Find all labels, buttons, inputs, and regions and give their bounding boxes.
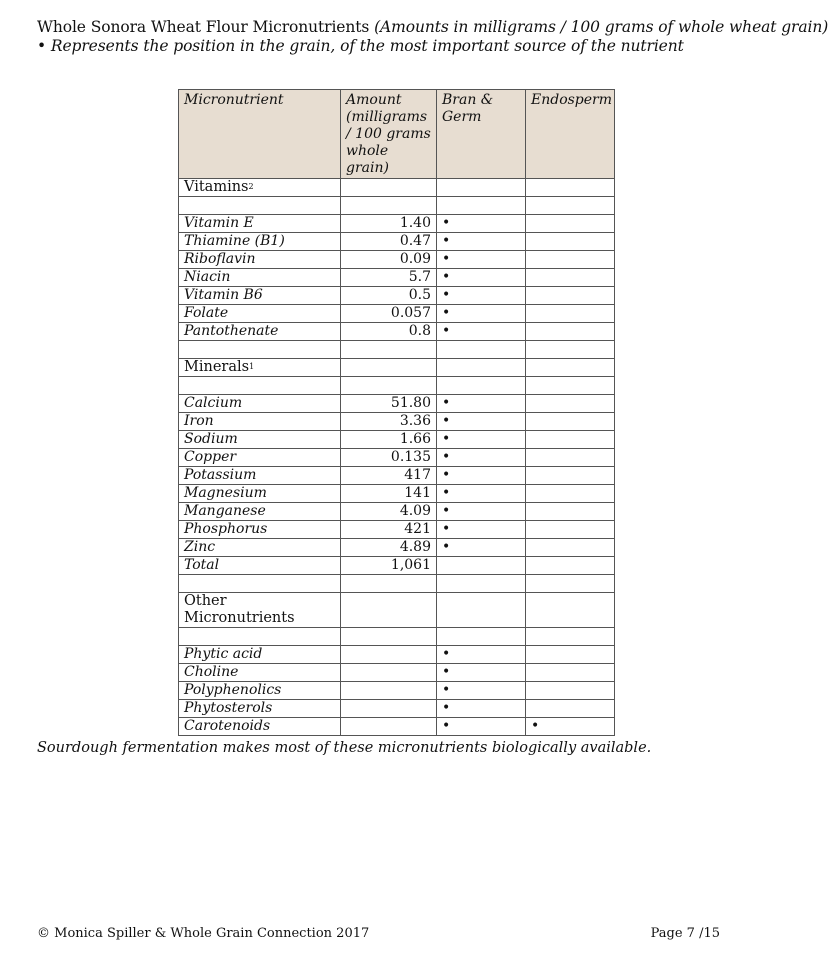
blank-row	[179, 628, 615, 646]
endosperm-marker	[526, 251, 615, 269]
nutrient-name: Manganese	[179, 503, 341, 521]
empty-cell	[341, 575, 437, 593]
empty-cell	[526, 197, 615, 215]
nutrient-name: Vitamin B6	[179, 287, 341, 305]
nutrient-name: Iron	[179, 413, 341, 431]
nutrient-name: Potassium	[179, 467, 341, 485]
section-label: Vitamins	[184, 179, 249, 195]
header-bran-germ: Bran & Germ	[437, 90, 526, 179]
empty-cell	[341, 179, 437, 197]
nutrient-amount	[341, 700, 437, 718]
bran-germ-marker: •	[437, 251, 526, 269]
endosperm-marker	[526, 467, 615, 485]
document-title	[37, 18, 828, 36]
section-row-minerals	[179, 359, 615, 377]
bran-germ-marker: •	[437, 539, 526, 557]
nutrient-amount: 421	[341, 521, 437, 539]
bran-germ-marker: •	[437, 467, 526, 485]
nutrient-amount: 0.09	[341, 251, 437, 269]
empty-cell	[437, 197, 526, 215]
empty-cell	[179, 575, 341, 593]
bran-germ-marker: •	[437, 413, 526, 431]
nutrient-name: Carotenoids	[179, 718, 341, 736]
endosperm-marker	[526, 449, 615, 467]
empty-cell	[526, 377, 615, 395]
bran-germ-marker: •	[437, 646, 526, 664]
bran-germ-marker: •	[437, 449, 526, 467]
empty-cell	[341, 377, 437, 395]
empty-cell	[341, 628, 437, 646]
nutrient-amount: 0.135	[341, 449, 437, 467]
nutrient-name: Riboflavin	[179, 251, 341, 269]
empty-cell	[437, 377, 526, 395]
table-row	[179, 718, 615, 736]
section-row-vitamins	[179, 179, 615, 197]
nutrient-name: Choline	[179, 664, 341, 682]
table-row	[179, 682, 615, 700]
table-row	[179, 323, 615, 341]
empty-cell	[179, 197, 341, 215]
endosperm-marker	[526, 521, 615, 539]
nutrient-amount: 3.36	[341, 413, 437, 431]
empty-cell	[179, 341, 341, 359]
table-row	[179, 646, 615, 664]
bran-germ-marker	[437, 557, 526, 575]
nutrient-amount: 0.47	[341, 233, 437, 251]
table-row	[179, 305, 615, 323]
empty-cell	[526, 359, 615, 377]
bran-germ-marker: •	[437, 521, 526, 539]
title-units-note: (Amounts in milligrams / 100 grams of whole wheat grain)	[374, 18, 828, 36]
blank-row	[179, 341, 615, 359]
nutrient-amount: 417	[341, 467, 437, 485]
endosperm-marker	[526, 682, 615, 700]
nutrient-name: Calcium	[179, 395, 341, 413]
endosperm-marker	[526, 305, 615, 323]
empty-cell	[526, 179, 615, 197]
empty-cell	[437, 359, 526, 377]
bran-germ-marker: •	[437, 700, 526, 718]
endosperm-marker	[526, 557, 615, 575]
endosperm-marker	[526, 431, 615, 449]
blank-row	[179, 575, 615, 593]
empty-cell	[341, 197, 437, 215]
bran-germ-marker: •	[437, 233, 526, 251]
endosperm-marker	[526, 539, 615, 557]
table-row	[179, 700, 615, 718]
bran-germ-marker: •	[437, 503, 526, 521]
nutrient-amount: 4.09	[341, 503, 437, 521]
footnote-marker: 2	[248, 182, 254, 191]
endosperm-marker	[526, 395, 615, 413]
copyright: © Monica Spiller & Whole Grain Connection 2017	[37, 926, 370, 941]
bran-germ-marker: •	[437, 215, 526, 233]
endosperm-marker	[526, 485, 615, 503]
nutrient-name: Sodium	[179, 431, 341, 449]
nutrient-name: Folate	[179, 305, 341, 323]
endosperm-marker	[526, 413, 615, 431]
bran-germ-marker: •	[437, 269, 526, 287]
bullet-legend: • Represents the position in the grain, of the most important source of the nutrient	[37, 37, 684, 55]
nutrient-amount	[341, 718, 437, 736]
endosperm-marker: •	[526, 718, 615, 736]
table-row	[179, 664, 615, 682]
nutrient-amount: 51.80	[341, 395, 437, 413]
page-number: Page 7 /15	[650, 926, 720, 941]
nutrient-name: Total	[179, 557, 341, 575]
nutrient-amount: 1,061	[341, 557, 437, 575]
bran-germ-marker: •	[437, 395, 526, 413]
header-endosperm: Endosperm	[526, 90, 615, 179]
table-row	[179, 503, 615, 521]
empty-cell	[437, 179, 526, 197]
empty-cell	[526, 628, 615, 646]
endosperm-marker	[526, 287, 615, 305]
endosperm-marker	[526, 646, 615, 664]
table-row	[179, 233, 615, 251]
empty-cell	[341, 341, 437, 359]
nutrient-amount: 0.8	[341, 323, 437, 341]
table-row	[179, 215, 615, 233]
endosperm-marker	[526, 700, 615, 718]
bran-germ-marker: •	[437, 682, 526, 700]
nutrient-name: Phytic acid	[179, 646, 341, 664]
table-header-row	[179, 90, 615, 179]
table-row	[179, 521, 615, 539]
nutrient-name: Vitamin E	[179, 215, 341, 233]
bran-germ-marker: •	[437, 323, 526, 341]
nutrient-name: Zinc	[179, 539, 341, 557]
header-micronutrient: Micronutrient	[179, 90, 341, 179]
empty-cell	[437, 593, 526, 628]
empty-cell	[341, 593, 437, 628]
empty-cell	[437, 341, 526, 359]
section-heading-minerals	[179, 359, 341, 377]
blank-row	[179, 377, 615, 395]
nutrient-amount: 4.89	[341, 539, 437, 557]
section-row-other	[179, 593, 615, 628]
bran-germ-marker: •	[437, 431, 526, 449]
table-row	[179, 431, 615, 449]
micronutrient-table	[178, 89, 615, 736]
nutrient-amount: 1.66	[341, 431, 437, 449]
nutrient-amount: 0.5	[341, 287, 437, 305]
fermentation-note: Sourdough fermentation makes most of these micronutrients biologically available.	[37, 740, 652, 756]
table-row	[179, 251, 615, 269]
endosperm-marker	[526, 323, 615, 341]
nutrient-name: Niacin	[179, 269, 341, 287]
table-row	[179, 557, 615, 575]
bran-germ-marker: •	[437, 718, 526, 736]
nutrient-amount	[341, 646, 437, 664]
table-row	[179, 485, 615, 503]
table-row	[179, 287, 615, 305]
nutrient-name: Phytosterols	[179, 700, 341, 718]
title-main: Whole Sonora Wheat Flour Micronutrients	[37, 18, 370, 36]
bran-germ-marker: •	[437, 287, 526, 305]
table-row	[179, 269, 615, 287]
bran-germ-marker: •	[437, 664, 526, 682]
endosperm-marker	[526, 503, 615, 521]
endosperm-marker	[526, 664, 615, 682]
blank-row	[179, 197, 615, 215]
nutrient-amount	[341, 682, 437, 700]
table-row	[179, 467, 615, 485]
table-row	[179, 395, 615, 413]
nutrient-amount	[341, 664, 437, 682]
empty-cell	[179, 377, 341, 395]
section-heading-other	[179, 593, 341, 628]
empty-cell	[526, 575, 615, 593]
table-row	[179, 413, 615, 431]
table-row	[179, 539, 615, 557]
nutrient-name: Copper	[179, 449, 341, 467]
section-label: Other Micronutrients	[184, 593, 295, 626]
header-amount: Amount (milligrams / 100 grams whole grain)	[341, 90, 437, 179]
empty-cell	[526, 341, 615, 359]
bran-germ-marker: •	[437, 305, 526, 323]
nutrient-amount: 0.057	[341, 305, 437, 323]
empty-cell	[437, 628, 526, 646]
nutrient-name: Phosphorus	[179, 521, 341, 539]
footnote-marker: 1	[249, 362, 255, 371]
section-label: Minerals	[184, 359, 250, 375]
empty-cell	[526, 593, 615, 628]
endosperm-marker	[526, 215, 615, 233]
empty-cell	[341, 359, 437, 377]
empty-cell	[437, 575, 526, 593]
nutrient-name: Magnesium	[179, 485, 341, 503]
endosperm-marker	[526, 233, 615, 251]
empty-cell	[179, 628, 341, 646]
nutrient-amount: 1.40	[341, 215, 437, 233]
table-row	[179, 449, 615, 467]
endosperm-marker	[526, 269, 615, 287]
nutrient-name: Polyphenolics	[179, 682, 341, 700]
nutrient-amount: 5.7	[341, 269, 437, 287]
nutrient-name: Thiamine (B1)	[179, 233, 341, 251]
bran-germ-marker: •	[437, 485, 526, 503]
nutrient-amount: 141	[341, 485, 437, 503]
section-heading-vitamins	[179, 179, 341, 197]
nutrient-name: Pantothenate	[179, 323, 341, 341]
